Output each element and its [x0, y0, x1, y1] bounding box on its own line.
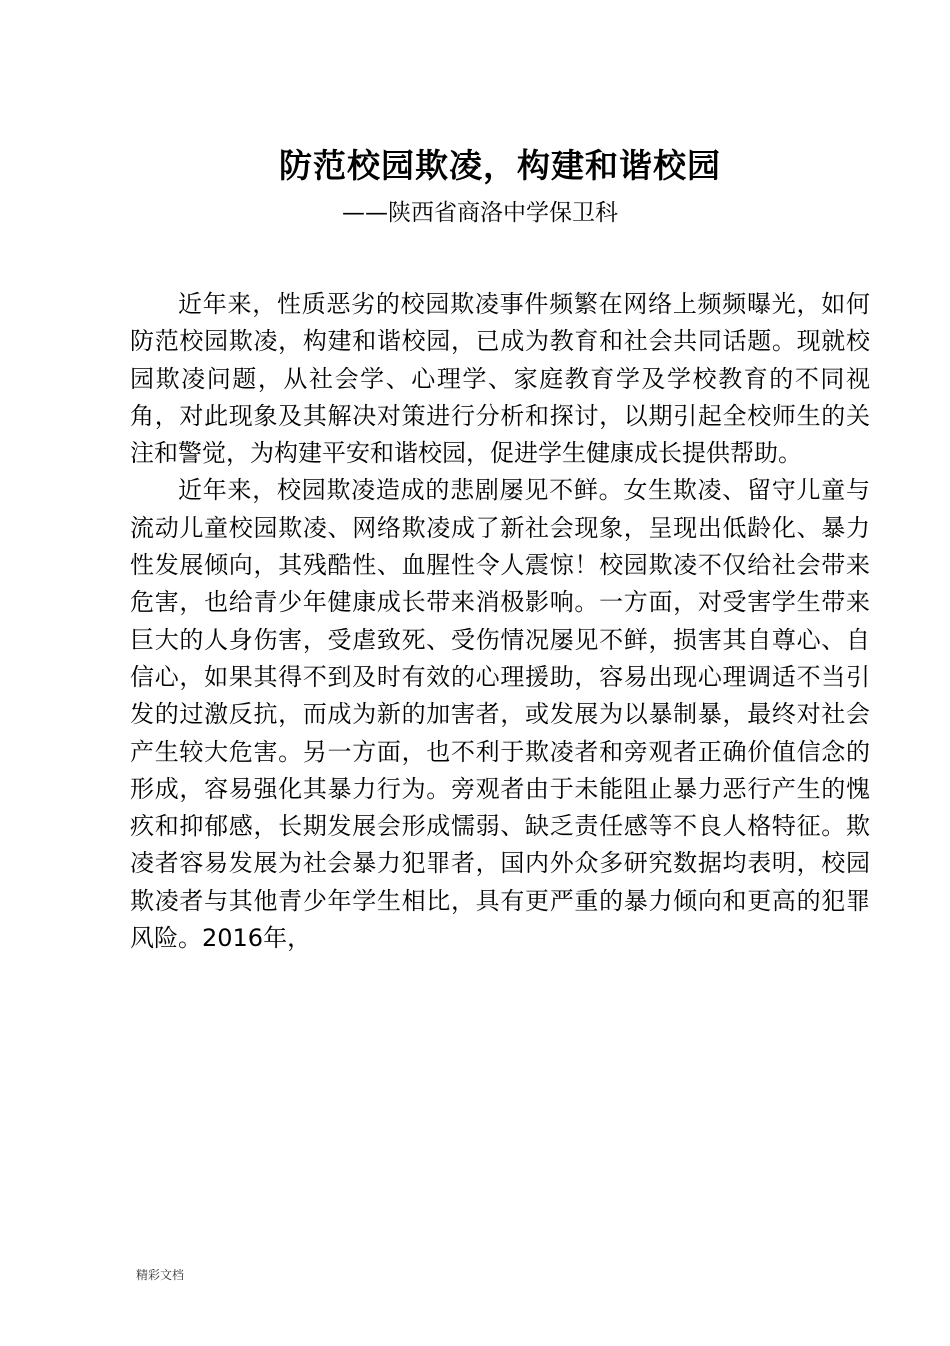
- document-body: [130, 286, 870, 957]
- footer-note: 精彩文档: [136, 1268, 185, 1282]
- paragraph: 近年来，性质恶劣的校园欺凌事件频繁在网络上频频曝光，如何防范校园欺凌，构建和谐校园，已成为教育和社会共同话题。现就校园欺凌问题，从社会学、心理学、家庭教育学及学校教育的不同视角，对此现象及其解决对策进行分析和探讨，以期引起全校师生的关注和警觉，为构建平安和谐校园，促进学生健康成长提供帮助。: [130, 290, 870, 468]
- paragraph: 近年来，校园欺凌造成的悲剧屡见不鲜。女生欺凌、留守儿童与流动儿童校园欺凌、网络欺凌成了新社会现象，呈现出低龄化、暴力性发展倾向，其残酷性、血腥性令人震惊！校园欺凌不仅给社会带来危害，也给青少年健康成长带来消极影响。一方面，对受害学生带来巨大的人身伤害，受虐致死、受伤情况屡见不鲜，损害其自尊心、自信心，如果其得不到及时有效的心理援助，容易出现心理调适不当引发的过激反抗，而成为新的加害者，或发展为以暴制暴，最终对社会产生较大危害。另一方面，也不利于欺凌者和旁观者正确价值信念的形成，容易强化其暴力行为。旁观者由于未能阻止暴力恶行产生的愧疚和抑郁感，长期发展会形成懦弱、缺乏责任感等不良人格特征。欺凌者容易发展为社会暴力犯罪者，国内外众多研究数据均表明，校园欺凌者与其他青少年学生相比，具有更严重的暴力倾向和更高的犯罪风险。2016年，: [130, 476, 870, 953]
- document-title: 防范校园欺凌，构建和谐校园: [279, 146, 721, 186]
- document-subtitle: ——陕西省商洛中学保卫科: [342, 200, 618, 226]
